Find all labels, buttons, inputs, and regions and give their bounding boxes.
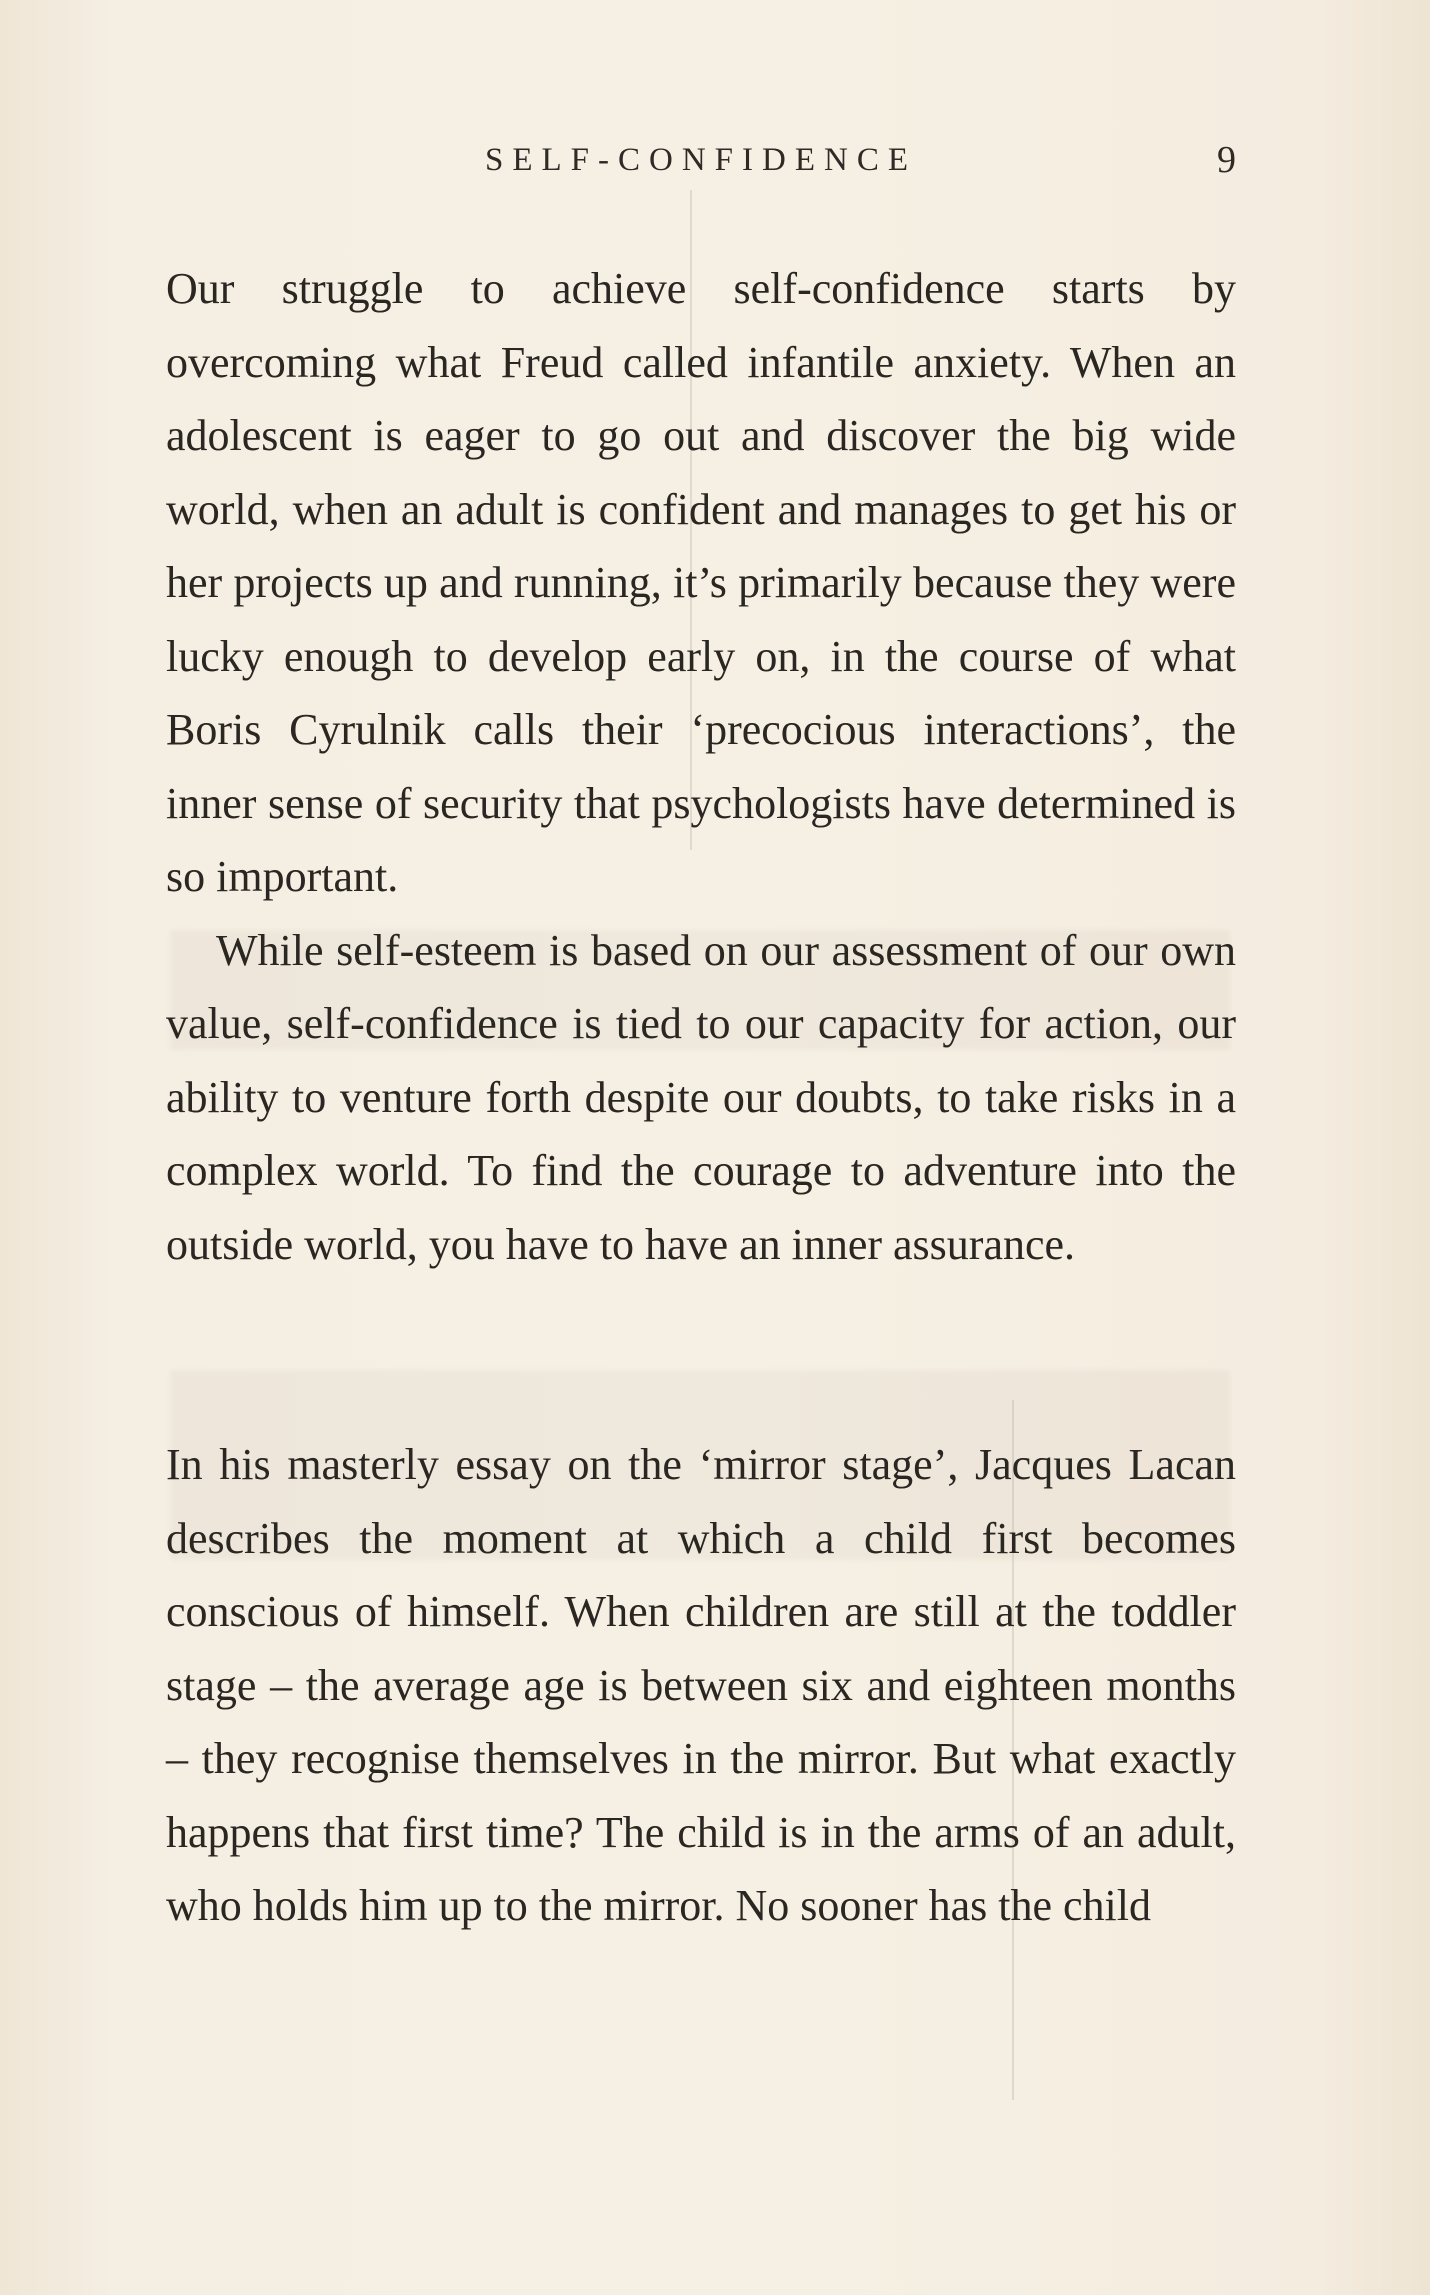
paragraph: Our struggle to achieve self-confidence starts by overcoming what Freud called infantile anxiety. When an adolescent is eager to go out and discover the big wide world, when an adult is confident and manages to get his or her projects up and running, it’s primarily because they were lucky enough to develop early on, in the course of what Boris Cyrulnik calls their ‘precocious interactions’, the inner sense of security that psychologists have determined is so important. <box>166 264 1236 901</box>
page-number: 9 <box>1217 139 1236 181</box>
running-head: SELF-CONFIDENCE <box>484 142 918 178</box>
paragraph: While self-esteem is based on our assessment of our own value, self-confidence is tied to our capacity for action, our ability to venture forth despite our doubts, to take risks in a complex world. To find the courage to adventure into the outside world, you have to have an inner assurance. <box>166 925 1236 1269</box>
paragraph: In his masterly essay on the ‘mirror stage’, Jacques Lacan describes the moment at which a child first becomes conscious of himself. When children are still at the toddler stage – the average age is between six and eighteen months – they recognise themselves in the mirror. But what exactly happens that first time? The child is in the arms of an adult, who holds him up to the mirror. No sooner has the child <box>166 1440 1236 1930</box>
section-break <box>166 1281 1236 1428</box>
body-text <box>166 252 1236 1943</box>
page-header <box>166 139 1236 192</box>
